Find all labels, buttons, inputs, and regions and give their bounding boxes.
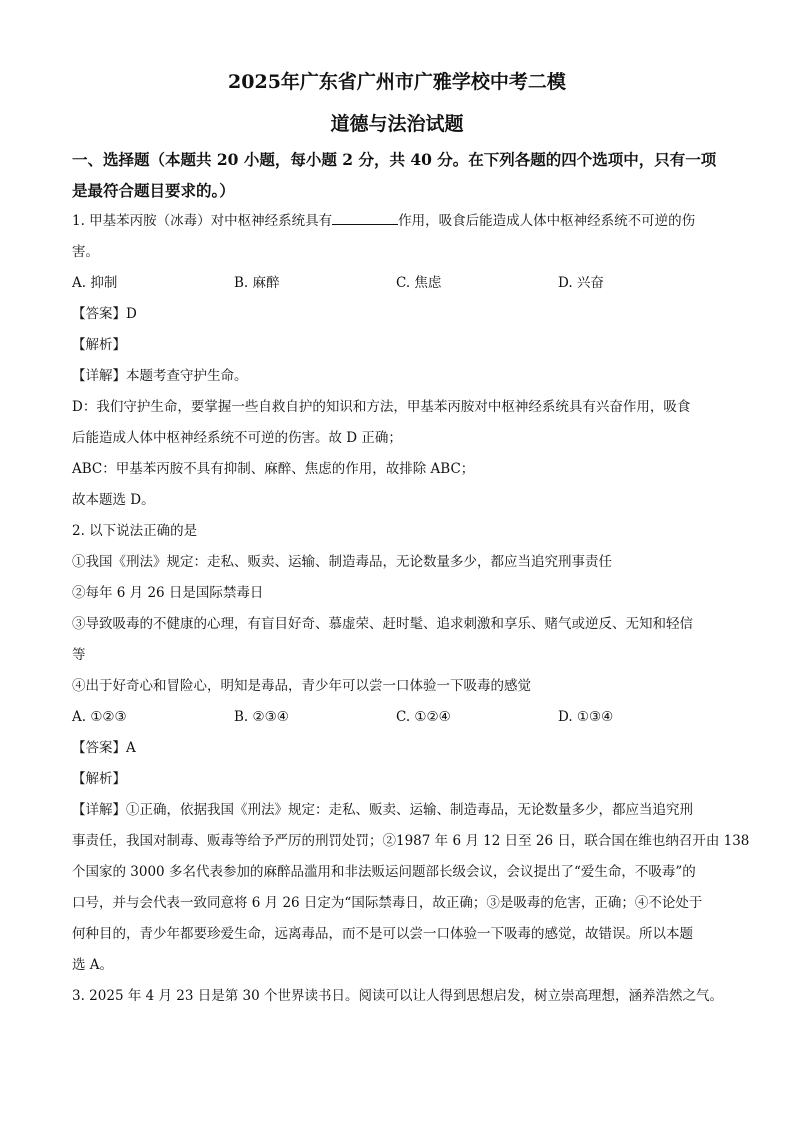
q2-statement-3b: 等 — [72, 647, 86, 663]
q1-explanation-2: 后能造成人体中枢神经系统不可逆的伤害。故 D 正确； — [72, 430, 402, 446]
q2-analysis-label: 【解析】 — [72, 771, 126, 787]
q2-option-c: C. ①②④ — [396, 709, 451, 725]
q2-detail-3: 个国家的 3000 多名代表参加的麻醉品滥用和非法贩运问题部长级会议，会议提出了“爱生命，不吸毒”的 — [72, 864, 696, 880]
q1-answer: 【答案】D — [72, 306, 137, 322]
question-1 — [72, 206, 722, 516]
q2-statement-2: ②每年 6 月 26 日是国际禁毒日 — [72, 585, 264, 601]
q2-statement-4: ④出于好奇心和冒险心，明知是毒品，青少年可以尝一口体验一下吸毒的感觉 — [72, 678, 531, 694]
q1-option-b: B. 麻醉 — [234, 275, 280, 291]
q1-explanation-1: D：我们守护生命，要掌握一些自救自护的知识和方法，甲基苯丙胺对中枢神经系统具有兴奋作用，吸食 — [72, 399, 691, 415]
q1-detail: 【详解】本题考查守护生命。 — [72, 368, 248, 384]
q1-answer-blank — [332, 210, 398, 225]
question-3 — [72, 981, 722, 1012]
question-2 — [72, 516, 750, 981]
q1-option-c: C. 焦虑 — [396, 275, 442, 291]
exam-title: 2025年广东省广州市广雅学校中考二模 — [228, 71, 566, 93]
section-heading-line2: 是最符合题目要求的。） — [72, 181, 235, 200]
q1-explanation-3: ABC：甲基苯丙胺不具有抑制、麻醉、焦虑的作用，故排除 ABC； — [72, 461, 475, 477]
q2-answer: 【答案】A — [72, 740, 136, 756]
q1-stem-part-a: 1. 甲基苯丙胺（冰毒）对中枢神经系统具有 — [72, 213, 333, 229]
q2-detail-6: 选 A。 — [72, 957, 114, 973]
q2-detail-1: 【详解】①正确，依据我国《刑法》规定：走私、贩卖、运输、制造毒品，无论数量多少，都应当追究刑 — [72, 802, 693, 818]
q2-detail-5: 何种目的，青少年都要珍爱生命，远离毒品，而不是可以尝一口体验一下吸毒的感觉，故错误。所以本题 — [72, 926, 693, 942]
q2-detail-4: 口号，并与会代表一致同意将 6 月 26 日定为“国际禁毒日，故正确；③是吸毒的危害，正确；④不论处于 — [72, 895, 703, 911]
q3-stem: 3. 2025 年 4 月 23 日是第 30 个世界读书日。阅读可以让人得到思想启发，树立崇高理想，涵养浩然之气。 — [72, 988, 724, 1004]
q1-stem — [72, 206, 722, 237]
exam-subtitle: 道德与法治试题 — [330, 113, 464, 135]
q2-option-a: A. ①②③ — [72, 709, 127, 725]
q2-statement-1: ①我国《刑法》规定：走私、贩卖、运输、制造毒品，无论数量多少，都应当追究刑事责任 — [72, 554, 612, 570]
q1-stem-part-c: 害。 — [72, 244, 99, 260]
q1-explanation-4: 故本题选 D。 — [72, 492, 155, 508]
q2-stem: 2. 以下说法正确的是 — [72, 523, 198, 539]
q2-statement-3a: ③导致吸毒的不健康的心理，有盲目好奇、慕虚荣、赶时髦、追求刺激和享乐、赌气或逆反、无知和轻信 — [72, 616, 693, 632]
q2-options — [72, 702, 722, 733]
q1-stem-part-b: 作用，吸食后能造成人体中枢神经系统不可逆的伤 — [398, 213, 696, 229]
q1-option-a: A. 抑制 — [72, 275, 118, 291]
q1-analysis-label: 【解析】 — [72, 337, 126, 353]
q1-option-d: D. 兴奋 — [558, 275, 604, 291]
q2-detail-2: 事责任，我国对制毒、贩毒等给予严厉的刑罚处罚；②1987 年 6 月 12 日至 26 日，联合国在维也纳召开由 138 — [72, 833, 750, 849]
q1-options — [72, 268, 722, 299]
section-heading-line1: 一、选择题（本题共 20 小题，每小题 2 分，共 40 分。在下列各题的四个选项中，只有一项 — [72, 150, 717, 169]
q2-option-d: D. ①③④ — [558, 709, 614, 725]
q2-option-b: B. ②③④ — [234, 709, 289, 725]
